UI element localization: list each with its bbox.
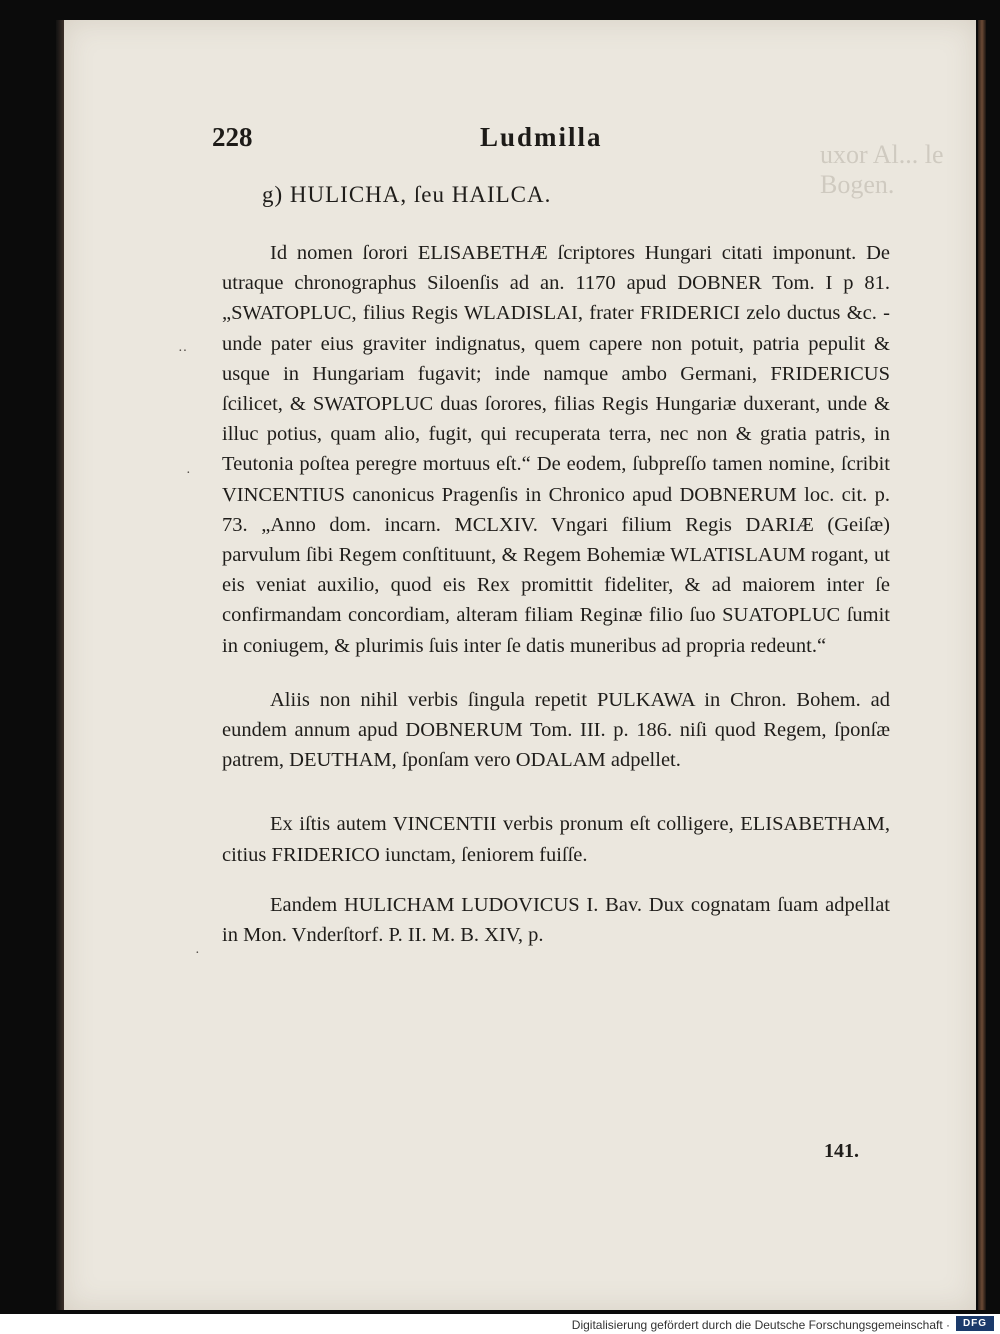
paragraph: Ex iſtis autem VINCENTII verbis pronum eſt colligere, ELISABETHAM, citius FRIDERICO iunctam, ſeniorem fuiſſe. [222, 813, 890, 866]
page-right-edge [978, 20, 986, 1310]
paragraph: Aliis non nihil verbis ſingula repetit PULKAWA in Chron. Bohem. ad eundem annum apud DOBNERUM Tom. III. p. 186. niſi quod Regem, ſponſæ patrem, DEUTHAM, ſponſam vero ODALAM adpellet. [222, 688, 890, 772]
main-text [222, 178, 890, 950]
running-head [150, 122, 900, 162]
footer-credit: Digitalisierung gefördert durch die Deutsche Forschungsgemeinschaft · [571, 1318, 950, 1332]
margin-mark: · [186, 466, 191, 481]
margin-mark: ·· [178, 344, 188, 359]
running-title: Ludmilla [480, 122, 603, 152]
paragraph: Eandem HULICHAM LUDOVICUS I. Bav. Dux cognatam ſuam adpellat in Mon. Vnderſtorf. P. II. M. B. XIV, p. [222, 893, 890, 947]
dfg-logo: DFG [956, 1316, 994, 1331]
catchword: 141. [824, 1140, 859, 1162]
margin-mark: · [195, 946, 200, 961]
bleed-through-text: uxor Al... le Bogen. [820, 140, 944, 199]
page-number: 228 [212, 122, 253, 152]
page-left-edge [56, 20, 64, 1310]
digitization-footer [0, 1314, 1000, 1334]
paragraph: Id nomen ſorori ELISABETHÆ ſcriptores Hungari citati imponunt. De utraque chronographus Siloenſis ad an. 1170 apud DOBNER Tom. I p 81. „SWATOPLUC, filius Regis WLADISLAI, frater FRIDERICI zelo ductus &c. - unde pater eius graviter indignatus, quem capere non potuit, patria pepulit & usque in Hungariam fugavit; inde namque ambo Germani, FRIDERICUS ſcilicet, & SWATOPLUC duas ſorores, filias Regis Hungariæ duxerant, unde & illuc potius, quam alio, fugit, qui recuperata terra, nec non & gratia patris, in Teutonia poſtea peregre mortuus eſt.“ De eodem, ſubpreſſo tamen nomine, ſcribit VINCENTIUS canonicus Pragenſis in Chronico apud DOBNERUM loc. cit. p. 73. „Anno dom. incarn. MCLXIV. Vngari filium Regis DARIÆ (Geiſæ) parvulum ſibi Regem conſtituunt, & Regem Bohemiæ WLATISLAUM rogant, ut eis veniat auxilio, quod eis Rex promittit fideliter, & ad maiorem inter ſe confirmandam concordiam, alteram filiam Reginæ filio ſuo SUATOPLUC ſumit in coniugem, & plurimis ſuis inter ſe datis muneribus ad propria redeunt.“ [222, 242, 890, 657]
section-heading: g) HULICHA, ſeu HAILCA. [262, 182, 552, 207]
